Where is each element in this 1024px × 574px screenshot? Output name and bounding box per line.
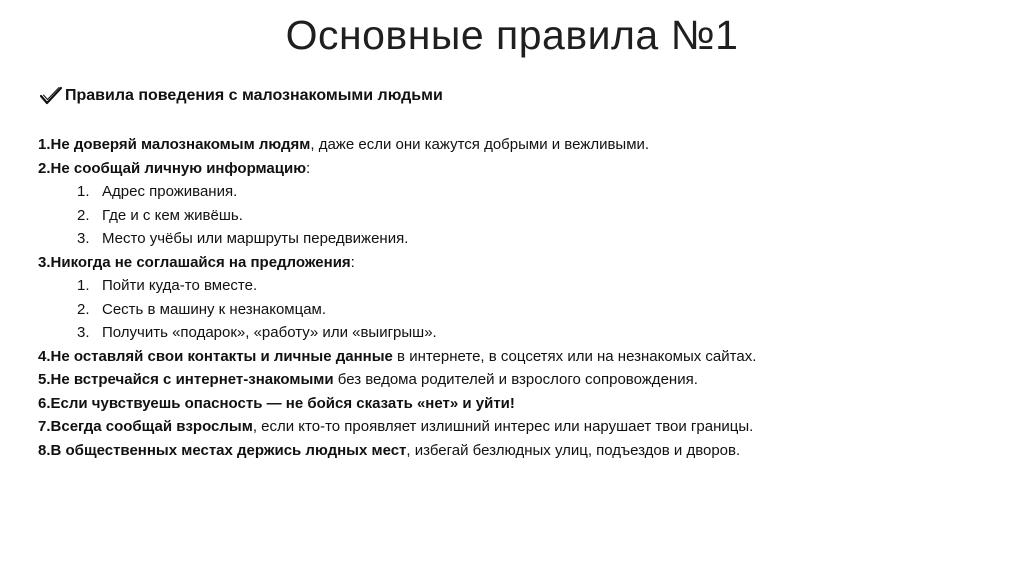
sub-item bbox=[38, 298, 998, 322]
rule-number: 8. bbox=[38, 441, 51, 459]
rule-text: : bbox=[350, 253, 355, 271]
rule-bold-text: Никогда не соглашайся на предложения bbox=[50, 253, 351, 271]
rule-text: без ведома родителей и взрослого сопровождения. bbox=[333, 371, 698, 388]
rule-bold-text: Не оставляй свои контакты и личные данные bbox=[50, 347, 393, 365]
rule-bold-text: Не доверяй малознакомым людям bbox=[50, 136, 311, 153]
sub-item bbox=[38, 321, 998, 345]
rule-bold-text: Не встречайся с интернет-знакомыми bbox=[50, 371, 334, 388]
section-heading-text: Правила поведения с малознакомыми людьми bbox=[65, 87, 443, 104]
rule-number: 3. bbox=[38, 253, 51, 271]
sub-item bbox=[38, 227, 998, 251]
sub-item-text: Пойти куда-то вместе. bbox=[102, 277, 258, 294]
rule-bold-text: Если чувствуешь опасность — не бойся сказать «нет» и уйти! bbox=[50, 394, 515, 412]
rule-item bbox=[38, 157, 998, 181]
rule-bold-text: Всегда сообщай взрослым bbox=[50, 418, 253, 435]
rule-number: 7. bbox=[38, 418, 51, 435]
rule-item bbox=[38, 251, 998, 275]
rule-number: 6. bbox=[38, 394, 51, 412]
rule-number: 2. bbox=[38, 159, 51, 177]
sub-item bbox=[38, 204, 998, 228]
checkmark-icon bbox=[38, 86, 64, 106]
rule-item bbox=[38, 368, 998, 392]
sub-item-text: Адрес проживания. bbox=[102, 183, 238, 200]
rule-text: , если кто-то проявляет излишний интерес или нарушает твои границы. bbox=[252, 418, 754, 435]
rule-number: 4. bbox=[38, 347, 51, 365]
rule-text: , даже если они кажутся добрыми и вежливыми. bbox=[310, 136, 650, 153]
rule-item bbox=[38, 133, 998, 157]
rule-text: в интернете, в соцсетях или на незнакомых сайтах. bbox=[392, 347, 757, 365]
sub-item-number: 3. bbox=[77, 324, 90, 341]
sub-item-number: 3. bbox=[77, 230, 90, 247]
rule-bold-text: Не сообщай личную информацию bbox=[50, 159, 307, 177]
sub-item-number: 1. bbox=[77, 183, 90, 200]
rule-text: , избегай безлюдных улиц, подъездов и дворов. bbox=[406, 441, 741, 459]
sub-item-text: Сесть в машину к незнакомцам. bbox=[102, 300, 327, 318]
sub-item-text: Получить «подарок», «работу» или «выигрыш». bbox=[102, 324, 437, 341]
sub-item-number: 1. bbox=[77, 277, 90, 294]
sub-item bbox=[38, 180, 998, 204]
sub-item-number: 2. bbox=[77, 300, 90, 318]
sub-item-text: Место учёбы или маршруты передвижения. bbox=[102, 230, 409, 247]
sub-item bbox=[38, 274, 998, 298]
rule-text: : bbox=[306, 159, 311, 177]
rule-item bbox=[38, 415, 998, 439]
rule-bold-text: В общественных местах держись людных мест bbox=[50, 441, 407, 459]
rule-number: 1. bbox=[38, 136, 51, 153]
slide-title: Основные правила №1 bbox=[285, 12, 739, 58]
rules-list bbox=[38, 133, 998, 462]
rule-item bbox=[38, 439, 998, 463]
rule-number: 5. bbox=[38, 371, 51, 388]
rule-item bbox=[38, 345, 998, 369]
rule-item bbox=[38, 392, 998, 416]
sub-item-text: Где и с кем живёшь. bbox=[102, 206, 243, 224]
section-heading bbox=[38, 86, 443, 106]
sub-item-number: 2. bbox=[77, 206, 90, 224]
